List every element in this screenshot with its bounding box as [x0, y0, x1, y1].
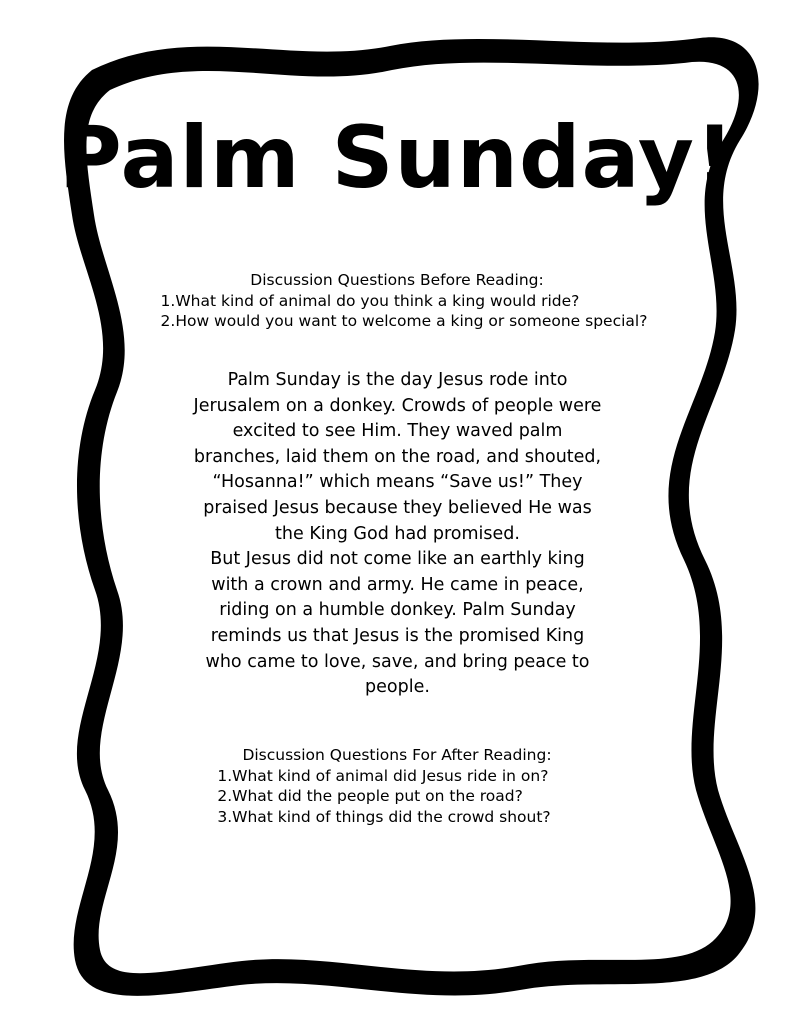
page-title: Palm Sunday! [58, 108, 736, 208]
question-item: 2.How would you want to welcome a king or someone special? [160, 312, 648, 330]
before-reading-heading: Discussion Questions Before Reading: [250, 271, 544, 289]
question-item: 1.What kind of animal did Jesus ride in on? [217, 766, 549, 785]
story-paragraph: Palm Sunday is the day Jesus rode into Jerusalem on a donkey. Crowds of people were excited to see Him. They waved palm branches, laid them on the road, and shouted, “Hosanna!” which means “Save us!” They praised Jesus because they believed He was the King God had promised. [193, 370, 602, 544]
before-reading-questions [161, 291, 648, 332]
after-reading-questions [217, 766, 550, 828]
after-reading-section [0, 745, 794, 827]
question-item: 1.What kind of animal do you think a king would ride? [160, 291, 580, 310]
story-paragraph: But Jesus did not come like an earthly king with a crown and army. He came in peace, riding on a humble donkey. Palm Sunday reminds us that Jesus is the promised King who came to love, save, and bring peace to people. [205, 549, 590, 698]
after-reading-heading: Discussion Questions For After Reading: [242, 746, 552, 764]
question-item: 2.What did the people put on the road? [217, 787, 523, 805]
question-item: 3.What kind of things did the crowd shout? [217, 807, 551, 826]
story-text [190, 368, 605, 701]
before-reading-section [0, 270, 794, 332]
